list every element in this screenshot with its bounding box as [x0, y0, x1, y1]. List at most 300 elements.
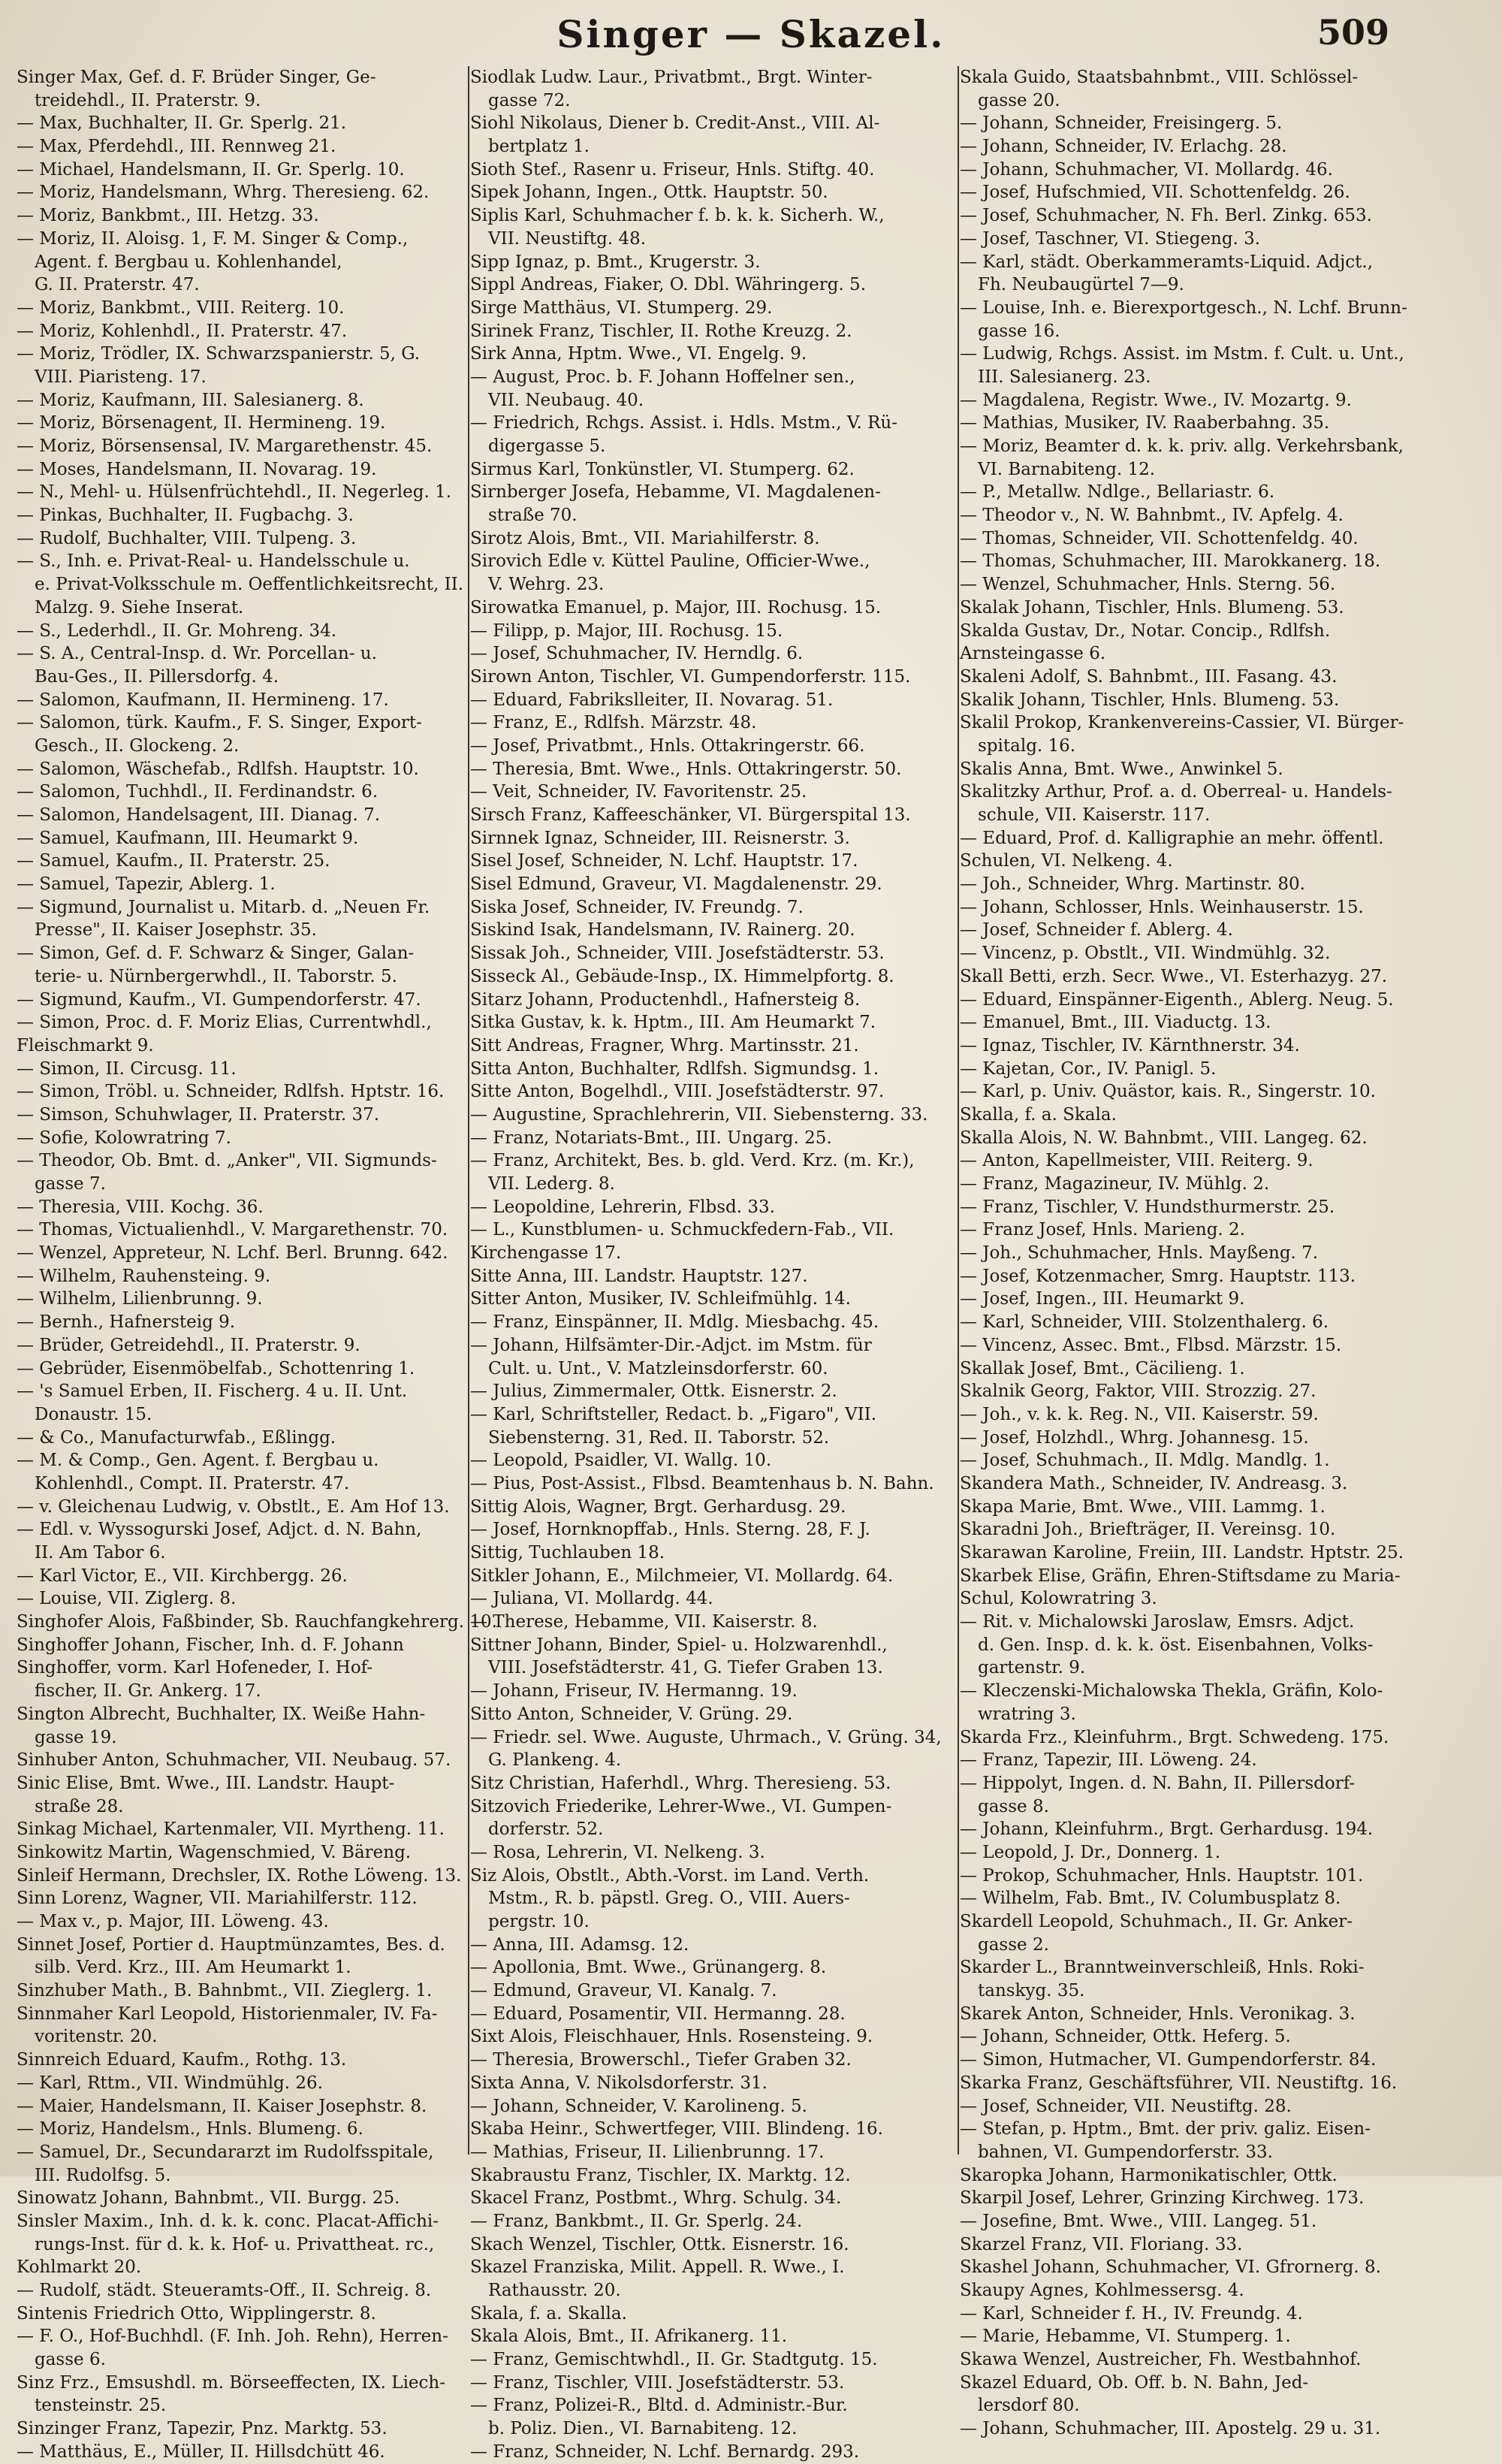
directory-line: — Sofie, Kolowratring 7.	[17, 1128, 231, 1148]
directory-line: Sittner Johann, Binder, Spiel- u. Holzwarenhdl.,	[470, 1635, 888, 1655]
directory-line: gasse 19.	[35, 1727, 117, 1747]
directory-line: — Josef, Schuhmach., II. Mdlg. Mandlg. 1.	[960, 1451, 1330, 1471]
directory-line: — Moriz, Beamter d. k. k. priv. allg. Verkehrsbank,	[960, 436, 1404, 456]
directory-line: silb. Verd. Krz., III. Am Heumarkt 1.	[35, 1958, 351, 1978]
directory-line: Sitarz Johann, Productenhdl., Hafnersteig 8.	[470, 989, 861, 1010]
directory-line: — Karl, Schriftsteller, Redact. b. „Figaro", VII.	[470, 1404, 877, 1424]
directory-line: Kirchengasse 17.	[470, 1243, 622, 1264]
directory-line: — Moriz, Börsenagent, II. Hermineng. 19.	[17, 413, 386, 433]
directory-line: — Vincenz, Assec. Bmt., Flbsd. Märzstr. 15.	[960, 1335, 1342, 1355]
directory-line: — Filipp, p. Major, III. Rochusg. 15.	[470, 621, 783, 641]
directory-line: — Moriz, Handelsm., Hnls. Blumeng. 6.	[17, 2119, 363, 2139]
directory-line: — Josef, Privatbmt., Hnls. Ottakringerstr. 66.	[470, 735, 865, 756]
directory-line: — Thomas, Schneider, VII. Schottenfeldg. 40.	[960, 528, 1359, 548]
directory-line: Sipp Ignaz, p. Bmt., Krugerstr. 3.	[470, 252, 761, 272]
directory-line: Siplis Karl, Schuhmacher f. b. k. k. Sicherh. W.,	[470, 206, 885, 226]
directory-line: Sippl Andreas, Fiaker, O. Dbl. Währingerg. 5.	[470, 275, 867, 295]
directory-line: — S. A., Central-Insp. d. Wr. Porcellan- u.	[17, 644, 377, 664]
directory-line: Sitka Gustav, k. k. Hptm., III. Am Heumarkt 7.	[470, 1013, 876, 1033]
directory-line: — Salomon, Handelsagent, III. Dianag. 7.	[17, 805, 381, 825]
directory-line: Sisseck Al., Gebäude-Insp., IX. Himmelpfortg. 8.	[470, 966, 894, 986]
directory-line: Sitte Anton, Bogelhdl., VIII. Josefstädterstr. 97.	[470, 1082, 885, 1102]
directory-line: rungs-Inst. für d. k. k. Hof- u. Privattheat. rc.,	[35, 2234, 435, 2254]
directory-line: Skall Betti, erzh. Secr. Wwe., VI. Esterhazyg. 27.	[960, 966, 1388, 986]
directory-line: — Sigmund, Kaufm., VI. Gumpendorferstr. 47.	[17, 989, 421, 1010]
directory-line: Sittig, Tuchlauben 18.	[470, 1543, 665, 1563]
directory-line: — Simon, Hutmacher, VI. Gumpendorferstr. 84.	[960, 2050, 1377, 2070]
directory-line: Sitta Anton, Buchhalter, Rdlfsh. Sigmundsg. 1.	[470, 1058, 879, 1079]
directory-line: Skarda Frz., Kleinfuhrm., Brgt. Schwedeng. 175.	[960, 1727, 1389, 1747]
directory-line: Schulen, VI. Nelkeng. 4.	[960, 851, 1173, 871]
directory-line: Sirinek Franz, Tischler, II. Rothe Kreuzg. 2.	[470, 321, 852, 341]
directory-line: — Josef, Holzhdl., Whrg. Johannesg. 15.	[960, 1427, 1309, 1448]
directory-line: — Mathias, Friseur, II. Lilienbrunng. 17.	[470, 2142, 825, 2162]
directory-line: Sinn Lorenz, Wagner, VII. Mariahilferstr. 112.	[17, 1889, 418, 1909]
directory-line: — Friedr. sel. Wwe. Auguste, Uhrmach., V. Grüng. 34,	[470, 1727, 942, 1747]
directory-line: Mstm., R. b. päpstl. Greg. O., VIII. Auers-	[488, 1889, 850, 1909]
directory-line: — Eduard, Prof. d. Kalligraphie an mehr. öffentl.	[960, 828, 1384, 848]
directory-line: Skala Guido, Staatsbahnbmt., VIII. Schlössel-	[960, 68, 1359, 87]
directory-line: — Josef, Taschner, VI. Stiegeng. 3.	[960, 228, 1261, 249]
directory-line: Skala Alois, Bmt., II. Afrikanerg. 11.	[470, 2327, 788, 2347]
directory-line: — Wenzel, Schuhmacher, Hnls. Sterng. 56.	[960, 575, 1336, 595]
directory-line: dorferstr. 52.	[488, 1819, 604, 1840]
directory-line: — Max, Buchhalter, II. Gr. Sperlg. 21.	[17, 113, 347, 134]
directory-line: Siz Alois, Obstlt., Abth.-Vorst. im Land. Verth.	[470, 1865, 870, 1886]
directory-line: Arnsteingasse 6.	[960, 644, 1106, 664]
directory-line: — Louise, VII. Ziglerg. 8.	[17, 1589, 237, 1609]
directory-line: — Franz, Tischler, V. Hundsthurmerstr. 25.	[960, 1197, 1335, 1217]
directory-line: Skarek Anton, Schneider, Hnls. Veronikag. 3.	[960, 2004, 1356, 2024]
directory-line: — Theresia, Bmt. Wwe., Hnls. Ottakringerstr. 50.	[470, 759, 902, 779]
directory-line: fischer, II. Gr. Ankerg. 17.	[35, 1681, 261, 1702]
directory-line: — Wilhelm, Fab. Bmt., IV. Columbusplatz 8.	[960, 1889, 1341, 1909]
directory-line: — Josef, Schneider f. Ablerg. 4.	[960, 920, 1233, 941]
directory-line: Sirge Matthäus, VI. Stumperg. 29.	[470, 297, 773, 318]
directory-line: — Matthäus, E., Müller, II. Hillsdchütt 46.	[17, 2441, 385, 2462]
directory-line: Singhoffer, vorm. Karl Hofeneder, I. Hof-	[17, 1658, 373, 1678]
directory-line: — Salomon, Tuchhdl., II. Ferdinandstr. 6.	[17, 782, 379, 802]
directory-line: — Simon, Tröbl. u. Schneider, Rdlfsh. Hptstr. 16.	[17, 1082, 445, 1102]
directory-line: V. Wehrg. 23.	[488, 575, 605, 595]
directory-line: — Kajetan, Cor., IV. Panigl. 5.	[960, 1058, 1217, 1079]
directory-line: Skarawan Karoline, Freiin, III. Landstr. Hptstr. 25.	[960, 1543, 1404, 1563]
directory-line: — Joh., Schneider, Whrg. Martinstr. 80.	[960, 874, 1305, 895]
directory-line: — v. Gleichenau Ludwig, v. Obstlt., E. Am Hof 13.	[17, 1496, 450, 1517]
directory-line: — Franz Josef, Hnls. Marieng. 2.	[960, 1220, 1245, 1240]
directory-line: — Franz, Schneider, N. Lchf. Bernardg. 293.	[470, 2441, 860, 2462]
page-number: 509	[1317, 12, 1389, 53]
directory-line: Skarka Franz, Geschäftsführer, VII. Neustiftg. 16.	[960, 2073, 1398, 2093]
column-left	[17, 66, 497, 2462]
directory-line: Fleischmarkt 9.	[17, 1035, 154, 1055]
directory-line: — Edmund, Graveur, VI. Kanalg. 7.	[470, 1981, 777, 2001]
directory-line: Sitkler Johann, E., Milchmeier, VI. Mollardg. 64.	[470, 1566, 894, 1586]
directory-line: Skalla, f. a. Skala.	[960, 1104, 1117, 1125]
directory-line: Sinsler Maxim., Inh. d. k. k. conc. Placat-Affichi-	[17, 2211, 439, 2231]
directory-line: Skardell Leopold, Schuhmach., II. Gr. Anker-	[960, 1912, 1353, 1931]
directory-line: — Ludwig, Rchgs. Assist. im Mstm. f. Cult. u. Unt.,	[960, 344, 1404, 364]
directory-line: — Rosa, Lehrerin, VI. Nelkeng. 3.	[470, 1842, 765, 1862]
directory-line: schule, VII. Kaiserstr. 117.	[978, 805, 1211, 825]
directory-line: Sinic Elise, Bmt. Wwe., III. Landstr. Haupt-	[17, 1773, 395, 1793]
directory-line: — Gebrüder, Eisenmöbelfab., Schottenring 1.	[17, 1358, 415, 1378]
directory-line: Skallak Josef, Bmt., Cäcilieng. 1.	[960, 1358, 1245, 1378]
directory-line: Malzg. 9. Siehe Inserat.	[35, 597, 244, 618]
directory-line: — Prokop, Schuhmacher, Hnls. Hauptstr. 101.	[960, 1865, 1364, 1886]
directory-line: Sington Albrecht, Buchhalter, IX. Weiße Hahn-	[17, 1704, 426, 1724]
directory-line: VII. Neustiftg. 48.	[488, 228, 647, 249]
directory-line: — Josef, Schuhmacher, N. Fh. Berl. Zinkg. 653.	[960, 206, 1372, 226]
directory-line: — Moriz, Kaufmann, III. Salesianerg. 8.	[17, 390, 364, 410]
directory-line: II. Am Tabor 6.	[35, 1543, 166, 1563]
directory-line: Sinleif Hermann, Drechsler, IX. Rothe Löweng. 13.	[17, 1865, 462, 1886]
directory-line: VI. Barnabiteng. 12.	[978, 459, 1156, 479]
directory-line: Sitz Christian, Haferhdl., Whrg. Theresieng. 53.	[470, 1773, 891, 1793]
directory-line: Sirsch Franz, Kaffeeschänker, VI. Bürgerspital 13.	[470, 805, 911, 825]
directory-line: — Max v., p. Major, III. Löweng. 43.	[17, 1912, 329, 1931]
directory-line: — Johann, Schlosser, Hnls. Weinhauserstr. 15.	[960, 897, 1364, 917]
directory-line: Rathausstr. 20.	[488, 2281, 621, 2300]
directory-line: terie- u. Nürnbergerwhdl., II. Taborstr. 5.	[35, 966, 397, 986]
directory-line: tensteinstr. 25.	[35, 2396, 167, 2416]
column-right	[960, 66, 1485, 2439]
directory-line: — Moriz, Börsensensal, IV. Margarethenstr. 45.	[17, 436, 433, 456]
directory-line: — N., Mehl- u. Hülsenfrüchtehdl., II. Negerleg. 1.	[17, 482, 452, 503]
directory-line: Sipek Johann, Ingen., Ottk. Hauptstr. 50.	[470, 183, 828, 203]
directory-line: Sinnet Josef, Portier d. Hauptmünzamtes, Bes. d.	[17, 1934, 445, 1955]
directory-line: — Mathias, Musiker, IV. Raaberbahng. 35.	[960, 413, 1330, 433]
directory-line: Skazel Franziska, Milit. Appell. R. Wwe., I.	[470, 2257, 845, 2278]
directory-line: Sissak Joh., Schneider, VIII. Josefstädterstr. 53.	[470, 944, 885, 964]
directory-line: gasse 7.	[35, 1174, 106, 1194]
directory-line: — Stefan, p. Hptm., Bmt. der priv. galiz. Eisen-	[960, 2119, 1371, 2139]
directory-line: — Johann, Schneider, Ottk. Heferg. 5.	[960, 2027, 1291, 2047]
directory-line: digergasse 5.	[488, 436, 606, 456]
directory-line: Skabraustu Franz, Tischler, IX. Marktg. 12.	[470, 2165, 851, 2185]
directory-line: Bau-Ges., II. Pillersdorfg. 4.	[35, 666, 279, 687]
directory-line: Sixt Alois, Fleischhauer, Hnls. Rosensteing. 9.	[470, 2027, 873, 2047]
directory-line: Skashel Johann, Schuhmacher, VI. Gfrornerg. 8.	[960, 2257, 1381, 2278]
directory-line: VIII. Josefstädterstr. 41, G. Tiefer Graben 13.	[488, 1658, 883, 1678]
directory-line: — Thomas, Victualienhdl., V. Margarethenstr. 70.	[17, 1220, 448, 1240]
directory-line: b. Poliz. Dien., VI. Barnabiteng. 12.	[488, 2419, 798, 2439]
directory-line: — Johann, Schneider, V. Karolineng. 5.	[470, 2096, 807, 2116]
running-head: Singer — Skazel.	[556, 12, 946, 56]
directory-line: Singer Max, Gef. d. F. Brüder Singer, Ge-	[17, 68, 376, 87]
directory-line: — Simon, II. Circusg. 11.	[17, 1058, 237, 1079]
directory-line: Siohl Nikolaus, Diener b. Credit-Anst., VIII. Al-	[470, 113, 880, 134]
directory-line: — Franz, Magazineur, IV. Mühlg. 2.	[960, 1174, 1270, 1194]
directory-line: — Karl, Schneider, VIII. Stolzenthalerg. 6.	[960, 1312, 1329, 1333]
directory-line: — Salomon, Kaufmann, II. Hermineng. 17.	[17, 690, 389, 710]
directory-line: — Moriz, II. Aloisg. 1, F. M. Singer & Comp.,	[17, 228, 409, 249]
directory-line: — Rudolf, Buchhalter, VIII. Tulpeng. 3.	[17, 528, 357, 548]
directory-line: — P., Metallw. Ndlge., Bellariastr. 6.	[960, 482, 1275, 503]
directory-line: — Josef, Schuhmacher, IV. Herndlg. 6.	[470, 644, 804, 664]
directory-line: — Julius, Zimmermaler, Ottk. Eisnerstr. 2.	[470, 1381, 837, 1402]
directory-line: — Josef, Ingen., III. Heumarkt 9.	[960, 1289, 1245, 1309]
directory-line: — Franz, Einspänner, II. Mdlg. Miesbachg. 45.	[470, 1312, 879, 1333]
directory-line: Skalak Johann, Tischler, Hnls. Blumeng. 53.	[960, 597, 1344, 618]
columns	[17, 66, 1488, 2462]
directory-line: Siodlak Ludw. Laur., Privatbmt., Brgt. Winter-	[470, 68, 873, 87]
directory-line: — Johann, Schuhmacher, VI. Mollardg. 46.	[960, 159, 1333, 180]
directory-line: — Therese, Hebamme, VII. Kaiserstr. 8.	[470, 1612, 818, 1632]
directory-line: — Friedrich, Rchgs. Assist. i. Hdls. Mstm., V. Rü-	[470, 413, 898, 433]
directory-line: Skaropka Johann, Harmonikatischler, Ottk.	[960, 2165, 1338, 2185]
directory-line: Skalil Prokop, Krankenvereins-Cassier, VI. Bürger-	[960, 713, 1404, 733]
directory-line: Skalik Johann, Tischler, Hnls. Blumeng. 53.	[960, 690, 1340, 710]
directory-line: Schul, Kolowratring 3.	[960, 1589, 1157, 1609]
directory-line: — Samuel, Tapezir, Ablerg. 1.	[17, 874, 276, 895]
directory-line: Skaba Heinr., Schwertfeger, VIII. Blindeng. 16.	[470, 2119, 883, 2139]
directory-line: Singhofer Alois, Faßbinder, Sb. Rauchfangkehrerg. 10.	[17, 1612, 497, 1632]
directory-line: Sinz Frz., Emsushdl. m. Börseeffecten, IX. Liech-	[17, 2372, 446, 2393]
directory-line: — Johann, Kleinfuhrm., Brgt. Gerhardusg. 194.	[960, 1819, 1374, 1840]
page-header	[0, 8, 1502, 60]
directory-line: III. Salesianerg. 23.	[978, 367, 1151, 387]
directory-line: Sirowatka Emanuel, p. Major, III. Rochusg. 15.	[470, 597, 882, 618]
directory-line: tanskyg. 35.	[978, 1981, 1085, 2001]
directory-line: gasse 72.	[488, 90, 571, 110]
directory-line: Sitte Anna, III. Landstr. Hauptstr. 127.	[470, 1266, 808, 1286]
directory-line: — Brüder, Getreidehdl., II. Praterstr. 9.	[17, 1335, 360, 1355]
directory-line: wratring 3.	[978, 1704, 1076, 1724]
directory-line: Skaleni Adolf, S. Bahnbmt., III. Fasang. 43.	[960, 666, 1338, 687]
directory-line: pergstr. 10.	[488, 1912, 590, 1931]
directory-line: — Josef, Schneider, VII. Neustiftg. 28.	[960, 2096, 1292, 2116]
directory-line: d. Gen. Insp. d. k. k. öst. Eisenbahnen, Volks-	[978, 1635, 1374, 1655]
directory-line: — Anna, III. Adamsg. 12.	[470, 1934, 689, 1955]
directory-line: — Juliana, VI. Mollardg. 44.	[470, 1589, 713, 1609]
directory-line: — L., Kunstblumen- u. Schmuckfedern-Fab., VII.	[470, 1220, 894, 1240]
directory-line: — Franz, Architekt, Bes. b. gld. Verd. Krz. (m. Kr.),	[470, 1151, 915, 1171]
directory-line: — Edl. v. Wyssogurski Josef, Adjct. d. N. Bahn,	[17, 1520, 422, 1540]
directory-line: — Magdalena, Registr. Wwe., IV. Mozartg. 9.	[960, 390, 1352, 410]
directory-line: gasse 20.	[978, 90, 1060, 110]
directory-line: Gesch., II. Glockeng. 2.	[35, 735, 240, 756]
directory-line: Sinowatz Johann, Bahnbmt., VII. Burgg. 25.	[17, 2188, 400, 2209]
directory-line: Skawa Wenzel, Austreicher, Fh. Westbahnhof.	[960, 2350, 1362, 2370]
directory-line: — Franz, E., Rdlfsh. Märzstr. 48.	[470, 713, 757, 733]
directory-line: Singhoffer Johann, Fischer, Inh. d. F. Johann	[17, 1635, 404, 1655]
directory-line: — Eduard, Fabrikslleiter, II. Novarag. 51.	[470, 690, 834, 710]
directory-line: Skazel Eduard, Ob. Off. b. N. Bahn, Jed-	[960, 2372, 1309, 2393]
directory-line: — Moriz, Handelsmann, Whrg. Theresieng. 62.	[17, 183, 430, 203]
directory-line: Sisel Josef, Schneider, N. Lchf. Hauptstr. 17.	[470, 851, 858, 871]
directory-line: — Johann, Schneider, IV. Erlachg. 28.	[960, 137, 1287, 157]
directory-line: lersdorf 80.	[978, 2396, 1080, 2416]
directory-line: Sitzovich Friederike, Lehrer-Wwe., VI. Gumpen-	[470, 1796, 892, 1816]
directory-line: — Franz, Gemischtwhdl., II. Gr. Stadtgutg. 15.	[470, 2350, 878, 2370]
directory-line: — S., Inh. e. Privat-Real- u. Handelsschule u.	[17, 551, 410, 572]
directory-line: Sirovich Edle v. Küttel Pauline, Officier-Wwe.,	[470, 551, 870, 572]
directory-line: — Rit. v. Michalowski Jaroslaw, Emsrs. Adjct.	[960, 1612, 1355, 1632]
directory-line: — & Co., Manufacturwfab., Eßlingg.	[17, 1427, 336, 1448]
directory-line: Sinzhuber Math., B. Bahnbmt., VII. Zieglerg. 1.	[17, 1981, 433, 2001]
column-middle	[470, 66, 957, 2462]
directory-line: bertplatz 1.	[488, 137, 590, 157]
directory-line: — Samuel, Kaufm., II. Praterstr. 25.	[17, 851, 330, 871]
directory-line: — Pius, Post-Assist., Flbsd. Beamtenhaus b. N. Bahn.	[470, 1473, 934, 1493]
directory-line: — Josef, Hornknopffab., Hnls. Sterng. 28, F. J.	[470, 1520, 870, 1540]
directory-line: — F. O., Hof-Buchhdl. (F. Inh. Joh. Rehn), Herren-	[17, 2327, 448, 2347]
directory-line: — Wenzel, Appreteur, N. Lchf. Berl. Brunng. 642.	[17, 1243, 448, 1264]
directory-line: — Moriz, Trödler, IX. Schwarzspanierstr. 5, G.	[17, 344, 421, 364]
directory-line: VII. Neubaug. 40.	[488, 390, 644, 410]
directory-line: — Bernh., Hafnersteig 9.	[17, 1312, 236, 1333]
directory-line: — Karl, p. Univ. Quästor, kais. R., Singerstr. 10.	[960, 1082, 1376, 1102]
directory-line: — Simon, Proc. d. F. Moriz Elias, Currentwhdl.,	[17, 1013, 432, 1033]
directory-line: — Franz, Polizei-R., Bltd. d. Administr.-Bur.	[470, 2396, 848, 2416]
directory-line: — Josef, Hufschmied, VII. Schottenfeldg. 26.	[960, 183, 1350, 203]
directory-line: Sirown Anton, Tischler, VI. Gumpendorferstr. 115.	[470, 666, 911, 687]
directory-line: — Leopoldine, Lehrerin, Flbsd. 33.	[470, 1197, 775, 1217]
directory-line: — Moses, Handelsmann, II. Novarag. 19.	[17, 459, 377, 479]
directory-line: — Leopold, Psaidler, VI. Wallg. 10.	[470, 1451, 772, 1471]
directory-line: — Franz, Notariats-Bmt., III. Ungarg. 25.	[470, 1128, 832, 1148]
directory-line: Sinhuber Anton, Schuhmacher, VII. Neubaug. 57.	[17, 1750, 451, 1771]
directory-line: Sinnreich Eduard, Kaufm., Rothg. 13.	[17, 2050, 347, 2070]
directory-line: Agent. f. Bergbau u. Kohlenhandel,	[35, 252, 342, 272]
directory-line: — Marie, Hebamme, VI. Stumperg. 1.	[960, 2327, 1291, 2347]
directory-line: Skalitzky Arthur, Prof. a. d. Oberreal- u. Handels-	[960, 782, 1392, 802]
directory-line: — Theodor v., N. W. Bahnbmt., IV. Apfelg. 4.	[960, 506, 1344, 526]
directory-line: Sirnberger Josefa, Hebamme, VI. Magdalenen-	[470, 482, 881, 503]
directory-line: — Wilhelm, Lilienbrunng. 9.	[17, 1289, 263, 1309]
directory-line: — Karl Victor, E., VII. Kirchbergg. 26.	[17, 1566, 348, 1586]
directory-line: — Wilhelm, Rauhensteing. 9.	[17, 1266, 271, 1286]
directory-line: — Eduard, Posamentir, VII. Hermanng. 28.	[470, 2004, 846, 2024]
directory-line: — Sigmund, Journalist u. Mitarb. d. „Neuen Fr.	[17, 897, 430, 917]
directory-line: Skala, f. a. Skalla.	[470, 2303, 627, 2324]
directory-line: Fh. Neubaugürtel 7—9.	[978, 275, 1184, 295]
directory-line: — 's Samuel Erben, II. Fischerg. 4 u. II. Unt.	[17, 1381, 408, 1402]
directory-line: Sitto Anton, Schneider, V. Grüng. 29.	[470, 1704, 793, 1724]
directory-line: Kohlenhdl., Compt. II. Praterstr. 47.	[35, 1473, 350, 1493]
directory-line: spitalg. 16.	[978, 735, 1076, 756]
directory-line: — Samuel, Kaufmann, III. Heumarkt 9.	[17, 828, 359, 848]
directory-line: straße 28.	[35, 1796, 124, 1816]
directory-line: — Thomas, Schuhmacher, III. Marokkanerg. 18.	[960, 551, 1381, 572]
directory-line: gasse 8.	[978, 1796, 1049, 1816]
directory-line: Siska Josef, Schneider, IV. Freundg. 7.	[470, 897, 804, 917]
directory-line: — Karl, Rttm., VII. Windmühlg. 26.	[17, 2073, 323, 2093]
directory-line: — Simson, Schuhwlager, II. Praterstr. 37.	[17, 1104, 380, 1125]
directory-line: — Michael, Handelsmann, II. Gr. Sperlg. 10.	[17, 159, 405, 180]
directory-line: — Anton, Kapellmeister, VIII. Reiterg. 9.	[960, 1151, 1313, 1171]
directory-line: Sirmus Karl, Tonkünstler, VI. Stumperg. 62.	[470, 459, 855, 479]
directory-line: Skarder L., Branntweinverschleiß, Hnls. Roki-	[960, 1958, 1365, 1978]
directory-line: — Ignaz, Tischler, IV. Kärnthnerstr. 34.	[960, 1035, 1300, 1055]
directory-line: Sioth Stef., Rasenr u. Friseur, Hnls. Stiftg. 40.	[470, 159, 875, 180]
directory-line: — Franz, Bankbmt., II. Gr. Sperlg. 24.	[470, 2211, 803, 2231]
directory-line: gasse 6.	[35, 2350, 106, 2370]
directory-line: Skarpil Josef, Lehrer, Grinzing Kirchweg. 173.	[960, 2188, 1365, 2209]
directory-line: gartenstr. 9.	[978, 1658, 1086, 1678]
directory-line: — Veit, Schneider, IV. Favoritenstr. 25.	[470, 782, 807, 802]
directory-line: treidehdl., II. Praterstr. 9.	[35, 90, 261, 110]
directory-line: Skalnik Georg, Faktor, VIII. Strozzig. 27.	[960, 1381, 1317, 1402]
directory-line: — Karl, städt. Oberkammeramts-Liquid. Adjct.,	[960, 252, 1374, 272]
directory-line: — M. & Comp., Gen. Agent. f. Bergbau u.	[17, 1451, 379, 1471]
directory-line: Sixta Anna, V. Nikolsdorferstr. 31.	[470, 2073, 768, 2093]
directory-line: — Josefine, Bmt. Wwe., VIII. Langeg. 51.	[960, 2211, 1317, 2231]
directory-line: — S., Lederhdl., II. Gr. Mohreng. 34.	[17, 621, 337, 641]
directory-line: — Johann, Friseur, IV. Hermanng. 19.	[470, 1681, 798, 1702]
directory-line: voritenstr. 20.	[35, 2027, 158, 2047]
directory-line: — Max, Pferdehdl., III. Rennweg 21.	[17, 137, 336, 157]
directory-line: Kohlmarkt 20.	[17, 2257, 142, 2278]
directory-line: Sitt Andreas, Fragner, Whrg. Martinsstr. 21.	[470, 1035, 859, 1055]
directory-line: Skaradni Joh., Briefträger, II. Vereinsg. 10.	[960, 1520, 1336, 1540]
directory-line: e. Privat-Volksschule m. Oeffentlichkeitsrecht, II.	[35, 575, 464, 595]
directory-line: Skarzel Franz, VII. Floriang. 33.	[960, 2234, 1243, 2254]
directory-line: Presse", II. Kaiser Josephstr. 35.	[35, 920, 317, 941]
directory-line: — Theodor, Ob. Bmt. d. „Anker", VII. Sigmunds-	[17, 1151, 437, 1171]
directory-line: — Franz, Tischler, VIII. Josefstädterstr. 53.	[470, 2372, 845, 2393]
directory-line: — Maier, Handelsmann, II. Kaiser Josephstr. 8.	[17, 2096, 427, 2116]
directory-line: — August, Proc. b. F. Johann Hoffelner sen.,	[470, 367, 855, 387]
directory-line: Donaustr. 15.	[35, 1404, 152, 1424]
directory-line: Skarbek Elise, Gräfin, Ehren-Stiftsdame zu Maria-	[960, 1566, 1401, 1586]
directory-line: VII. Lederg. 8.	[488, 1174, 615, 1194]
directory-line: — Moriz, Bankbmt., III. Hetzg. 33.	[17, 206, 319, 226]
directory-line: Siskind Isak, Handelsmann, IV. Rainerg. 20.	[470, 920, 855, 941]
directory-line: — Kleczenski-Michalowska Thekla, Gräfin, Kolo-	[960, 1681, 1383, 1702]
directory-line: Sirnnek Ignaz, Schneider, III. Reisnerstr. 3.	[470, 828, 850, 848]
directory-line: — Salomon, Wäschefab., Rdlfsh. Hauptstr. 10.	[17, 759, 419, 779]
directory-line: Sisel Edmund, Graveur, VI. Magdalenenstr. 29.	[470, 874, 882, 895]
directory-line: — Pinkas, Buchhalter, II. Fugbachg. 3.	[17, 506, 354, 526]
directory-line: — Hippolyt, Ingen. d. N. Bahn, II. Pillersdorf-	[960, 1773, 1356, 1793]
directory-line: — Josef, Kotzenmacher, Smrg. Hauptstr. 113.	[960, 1266, 1356, 1286]
directory-line: — Joh., v. k. k. Reg. N., VII. Kaiserstr. 59.	[960, 1404, 1319, 1424]
directory-line: Sirk Anna, Hptm. Wwe., VI. Engelg. 9.	[470, 344, 807, 364]
directory-line: Skandera Math., Schneider, IV. Andreasg. 3.	[960, 1473, 1348, 1493]
directory-line: — Franz, Tapezir, III. Löweng. 24.	[960, 1750, 1257, 1771]
directory-line: — Johann, Hilfsämter-Dir.-Adjct. im Mstm. für	[470, 1335, 872, 1355]
directory-line: gasse 16.	[978, 321, 1060, 341]
directory-line: Sinkag Michael, Kartenmaler, VII. Myrtheng. 11.	[17, 1819, 445, 1840]
directory-line: Sitter Anton, Musiker, IV. Schleifmühlg. 14.	[470, 1289, 851, 1309]
directory-line: Skapa Marie, Bmt. Wwe., VIII. Lammg. 1.	[960, 1496, 1326, 1517]
directory-line: Siebensterng. 31, Red. II. Taborstr. 52.	[488, 1427, 830, 1448]
directory-line: — Rudolf, städt. Steueramts-Off., II. Schreig. 8.	[17, 2281, 432, 2300]
directory-line: Sintenis Friedrich Otto, Wipplingerstr. 8.	[17, 2303, 376, 2324]
directory-line: G. Plankeng. 4.	[488, 1750, 622, 1771]
directory-line: — Johann, Schneider, Freisingerg. 5.	[960, 113, 1283, 134]
directory-line: — Louise, Inh. e. Bierexportgesch., N. Lchf. Brunn-	[960, 297, 1407, 318]
directory-line: Sittig Alois, Wagner, Brgt. Gerhardusg. 29.	[470, 1496, 846, 1517]
directory-line: bahnen, VI. Gumpendorferstr. 33.	[978, 2142, 1273, 2162]
directory-line: — Karl, Schneider f. H., IV. Freundg. 4.	[960, 2303, 1303, 2324]
directory-line: III. Rudolfsg. 5.	[35, 2165, 171, 2185]
directory-line: — Simon, Gef. d. F. Schwarz & Singer, Galan-	[17, 944, 415, 964]
directory-line: straße 70.	[488, 506, 578, 526]
directory-line: — Augustine, Sprachlehrerin, VII. Siebensterng. 33.	[470, 1104, 928, 1125]
directory-line: Cult. u. Unt., V. Matzleinsdorferstr. 60.	[488, 1358, 828, 1378]
directory-line: — Vincenz, p. Obstlt., VII. Windmühlg. 32.	[960, 944, 1331, 964]
directory-line: — Moriz, Bankbmt., VIII. Reiterg. 10.	[17, 297, 345, 318]
directory-line: — Theresia, VIII. Kochg. 36.	[17, 1197, 264, 1217]
directory-line: G. II. Praterstr. 47.	[35, 275, 200, 295]
directory-line: — Salomon, türk. Kaufm., F. S. Singer, Export-	[17, 713, 422, 733]
directory-line: Sinkowitz Martin, Wagenschmied, V. Bäreng.	[17, 1842, 412, 1862]
directory-line: — Eduard, Einspänner-Eigenth., Ablerg. Neug. 5.	[960, 989, 1394, 1010]
directory-line: Sinzinger Franz, Tapezir, Pnz. Marktg. 53.	[17, 2419, 388, 2439]
